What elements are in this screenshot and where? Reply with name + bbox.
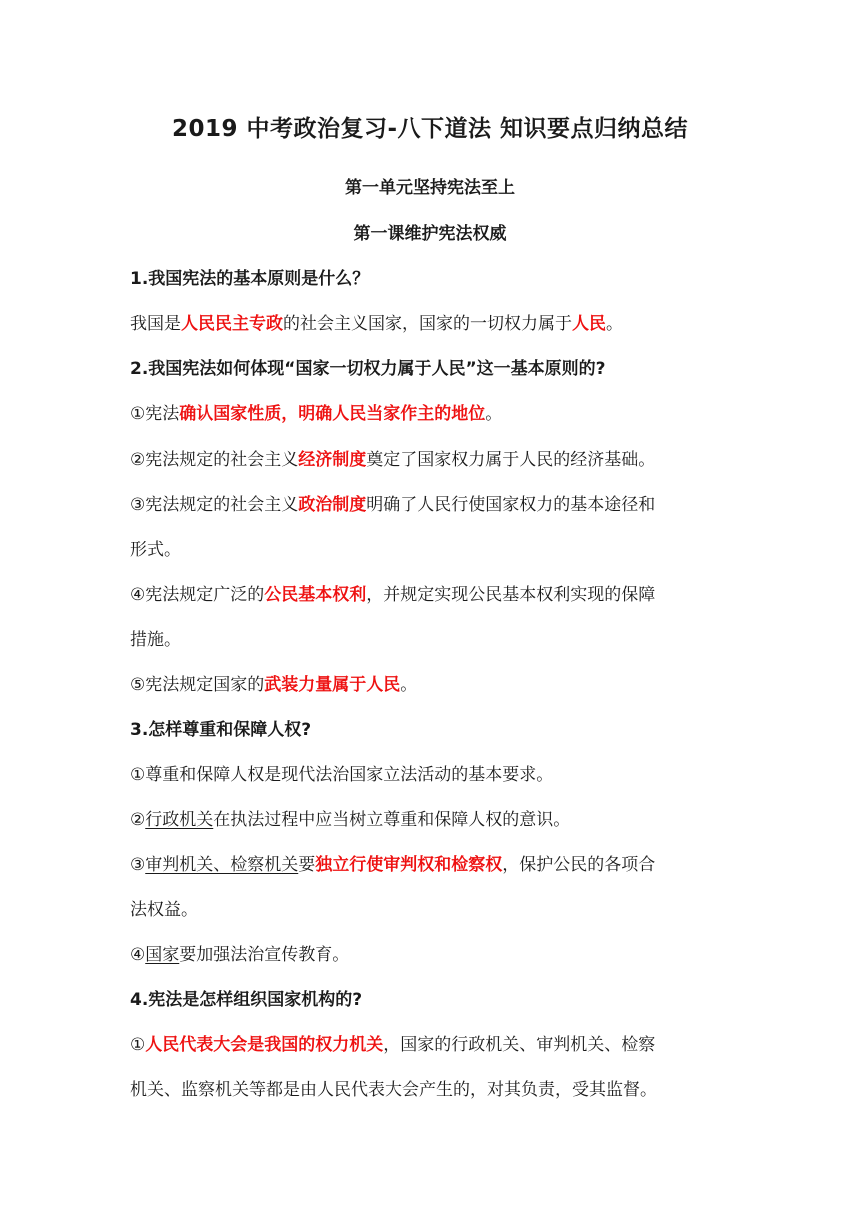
highlight-text: 政治制度 xyxy=(298,495,367,515)
answer-3-item-4 xyxy=(130,942,740,968)
text-segment: ③宪法规定的社会主义 xyxy=(130,495,299,515)
answer-2-item-4-continued: 措施。 xyxy=(130,630,181,650)
answer-2-item-3 xyxy=(130,492,740,518)
document-title: 2019 中考政治复习-八下道法 知识要点归纳总结 xyxy=(171,116,689,142)
answer-2-item-4 xyxy=(130,582,740,608)
highlight-text: 人民 xyxy=(572,314,606,334)
text-segment: ①宪法 xyxy=(130,404,180,424)
answer-3-item-3 xyxy=(130,852,740,878)
answer-2-item-1 xyxy=(130,401,740,427)
answer-2-item-2 xyxy=(130,447,740,473)
text-segment: ⑤宪法规定国家的 xyxy=(130,675,265,695)
text-segment: 。 xyxy=(606,314,623,334)
text-segment: ，国家的行政机关、审判机关、检察 xyxy=(383,1035,656,1055)
question-4: 4.宪法是怎样组织国家机构的? xyxy=(130,990,363,1010)
answer-1 xyxy=(130,311,740,337)
highlight-text: 确认国家性质 xyxy=(179,404,282,424)
answer-3-item-2 xyxy=(130,807,740,833)
text-segment: 要加强法治宣传教育。 xyxy=(179,945,350,965)
text-segment: 我国是 xyxy=(130,314,181,334)
answer-2-item-5 xyxy=(130,672,740,698)
text-segment: 的社会主义国家，国家的一切权力属于 xyxy=(283,314,572,334)
highlight-text: 武装力量属于人民 xyxy=(264,675,401,695)
question-2: 2.我国宪法如何体现“国家一切权力属于人民”这一基本原则的? xyxy=(130,359,606,379)
text-segment: ③ xyxy=(130,855,146,875)
answer-4-item-1-continued: 机关、监察机关等都是由人民代表大会产生的，对其负责，受其监督。 xyxy=(130,1080,657,1100)
highlight-text: 人民民主专政 xyxy=(181,314,283,334)
highlight-text: 经济制度 xyxy=(298,450,367,470)
answer-3-item-3-continued: 法权益。 xyxy=(130,900,198,920)
underlined-text: 国家 xyxy=(145,945,180,965)
highlight-text: 明确人民当家作主的地位 xyxy=(298,404,486,424)
text-segment: ，保护公民的各项合 xyxy=(502,855,656,875)
text-segment: 在执法过程中应当树立尊重和保障人权的意识。 xyxy=(213,810,571,830)
answer-4-item-1 xyxy=(130,1032,740,1058)
question-1: 1.我国宪法的基本原则是什么？ xyxy=(130,269,370,289)
highlight-text: 公民基本权利 xyxy=(264,585,367,605)
answer-2-item-3-continued: 形式。 xyxy=(130,540,181,560)
text-segment: ② xyxy=(130,810,146,830)
highlight-text: ， xyxy=(281,404,299,424)
text-segment: 奠定了国家权力属于人民的经济基础。 xyxy=(366,450,656,470)
text-segment: ① xyxy=(130,1035,146,1055)
unit-heading: 第一单元坚持宪法至上 xyxy=(345,178,515,198)
text-segment: ④宪法规定广泛的 xyxy=(130,585,265,605)
text-segment: 。 xyxy=(485,404,503,424)
text-segment: 。 xyxy=(400,675,418,695)
question-3: 3.怎样尊重和保障人权? xyxy=(130,720,312,740)
highlight-text: 独立行使审判权和检察权 xyxy=(315,855,503,875)
underlined-text: 审判机关、检察机关 xyxy=(145,855,299,875)
lesson-heading: 第一课维护宪法权威 xyxy=(353,224,507,244)
text-segment: ，并规定实现公民基本权利实现的保障 xyxy=(366,585,656,605)
answer-3-item-1: ①尊重和保障人权是现代法治国家立法活动的基本要求。 xyxy=(130,765,554,785)
text-segment: 要 xyxy=(298,855,316,875)
text-segment: ④ xyxy=(130,945,146,965)
text-segment: ②宪法规定的社会主义 xyxy=(130,450,299,470)
highlight-text: 人民代表大会是我国的权力机关 xyxy=(145,1035,384,1055)
underlined-text: 行政机关 xyxy=(145,810,214,830)
text-segment: 明确了人民行使国家权力的基本途径和 xyxy=(366,495,656,515)
